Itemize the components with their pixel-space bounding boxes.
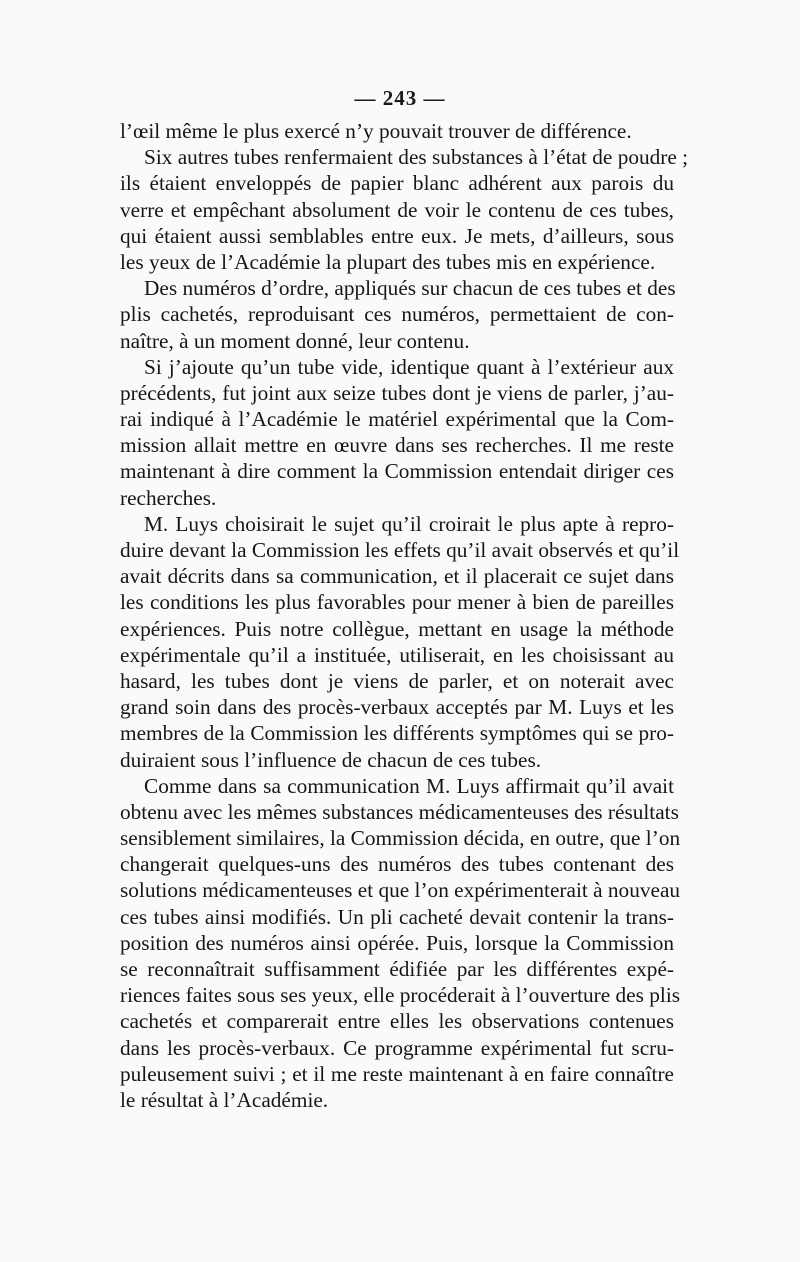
text-line: grand soin dans des procès-verbaux acceptés par M. Luys et les xyxy=(120,695,674,720)
text-line: expérimentale qu’il a instituée, utiliserait, en les choisissant au xyxy=(120,642,674,667)
text-line: avait décrits dans sa communication, et il placerait ce sujet dans xyxy=(120,564,674,589)
text-line: duire devant la Commission les effets qu’il avait observés et qu’il xyxy=(120,538,680,562)
text-line: hasard, les tubes dont je viens de parler, et on noterait avec xyxy=(120,668,674,693)
text-line: l’œil même le plus exercé n’y pouvait trouver de différence. xyxy=(120,119,632,143)
text-line: le résultat à l’Académie. xyxy=(120,1087,329,1112)
text-line: M. Luys choisirait le sujet qu’il croirait le plus apte à repro- xyxy=(144,511,674,536)
text-line: qui étaient aussi semblables entre eux. Je mets, d’ailleurs, sous xyxy=(120,223,674,248)
text-line: Six autres tubes renfermaient des substances à l’état de poudre ; xyxy=(144,145,689,170)
paragraph xyxy=(120,144,689,275)
paragraph xyxy=(120,511,680,773)
text-line: les yeux de l’Académie la plupart des tubes mis en expérience. xyxy=(120,249,656,274)
text-line: maintenant à dire comment la Commission entendait diriger ces xyxy=(120,459,674,484)
text-line: ils étaient enveloppés de papier blanc adhérent aux parois du xyxy=(120,171,674,196)
paragraph xyxy=(120,118,674,144)
text-line: dans les procès-verbaux. Ce programme expérimental fut scru- xyxy=(120,1035,674,1060)
text-line: membres de la Commission les différents symptômes qui se pro- xyxy=(120,721,674,746)
text-line: mission allait mettre en œuvre dans ses recherches. Il me reste xyxy=(120,433,674,458)
text-line: riences faites sous ses yeux, elle procéderait à l’ouverture des plis xyxy=(120,983,681,1008)
paragraph xyxy=(120,773,681,1113)
text-line: obtenu avec les mêmes substances médicamenteuses des résultats xyxy=(120,799,679,824)
text-line: recherches. xyxy=(120,485,217,510)
text-line: duiraient sous l’influence de chacun de ces tubes. xyxy=(120,747,542,772)
text-line: expériences. Puis notre collègue, mettant en usage la méthode xyxy=(120,616,674,641)
body-text xyxy=(120,118,689,1113)
text-line: Comme dans sa communication M. Luys affirmait qu’il avait xyxy=(144,773,674,798)
text-line: cachetés et comparerait entre elles les observations contenues xyxy=(120,1009,674,1034)
text-line: les conditions les plus favorables pour mener à bien de pareilles xyxy=(120,590,674,615)
text-line: verre et empêchant absolument de voir le contenu de ces tubes, xyxy=(120,197,674,222)
text-line: solutions médicamenteuses et que l’on expérimenterait à nouveau xyxy=(120,878,681,903)
text-line: puleusement suivi ; et il me reste maintenant à en faire connaître xyxy=(120,1061,674,1086)
paragraph xyxy=(120,354,674,511)
text-line: plis cachetés, reproduisant ces numéros, permettaient de con- xyxy=(120,302,674,327)
text-line: précédents, fut joint aux seize tubes dont je viens de parler, j’au- xyxy=(120,380,674,405)
text-line: changerait quelques-uns des numéros des tubes contenant des xyxy=(120,852,674,877)
page-number: — 243 — xyxy=(354,86,446,110)
text-line: ces tubes ainsi modifiés. Un pli cacheté devait contenir la trans- xyxy=(120,904,674,929)
text-line: rai indiqué à l’Académie le matériel expérimental que la Com- xyxy=(120,407,674,432)
text-line: Des numéros d’ordre, appliqués sur chacun de ces tubes et des xyxy=(144,276,676,301)
text-line: sensiblement similaires, la Commission décida, en outre, que l’on xyxy=(120,826,681,851)
text-line: Si j’ajoute qu’un tube vide, identique quant à l’extérieur aux xyxy=(144,354,674,379)
text-line: naître, à un moment donné, leur contenu. xyxy=(120,328,470,353)
paragraph xyxy=(120,275,674,354)
text-line: position des numéros ainsi opérée. Puis, lorsque la Commission xyxy=(120,930,674,955)
text-line: se reconnaîtrait suffisamment édifiée par les différentes expé- xyxy=(120,957,674,981)
